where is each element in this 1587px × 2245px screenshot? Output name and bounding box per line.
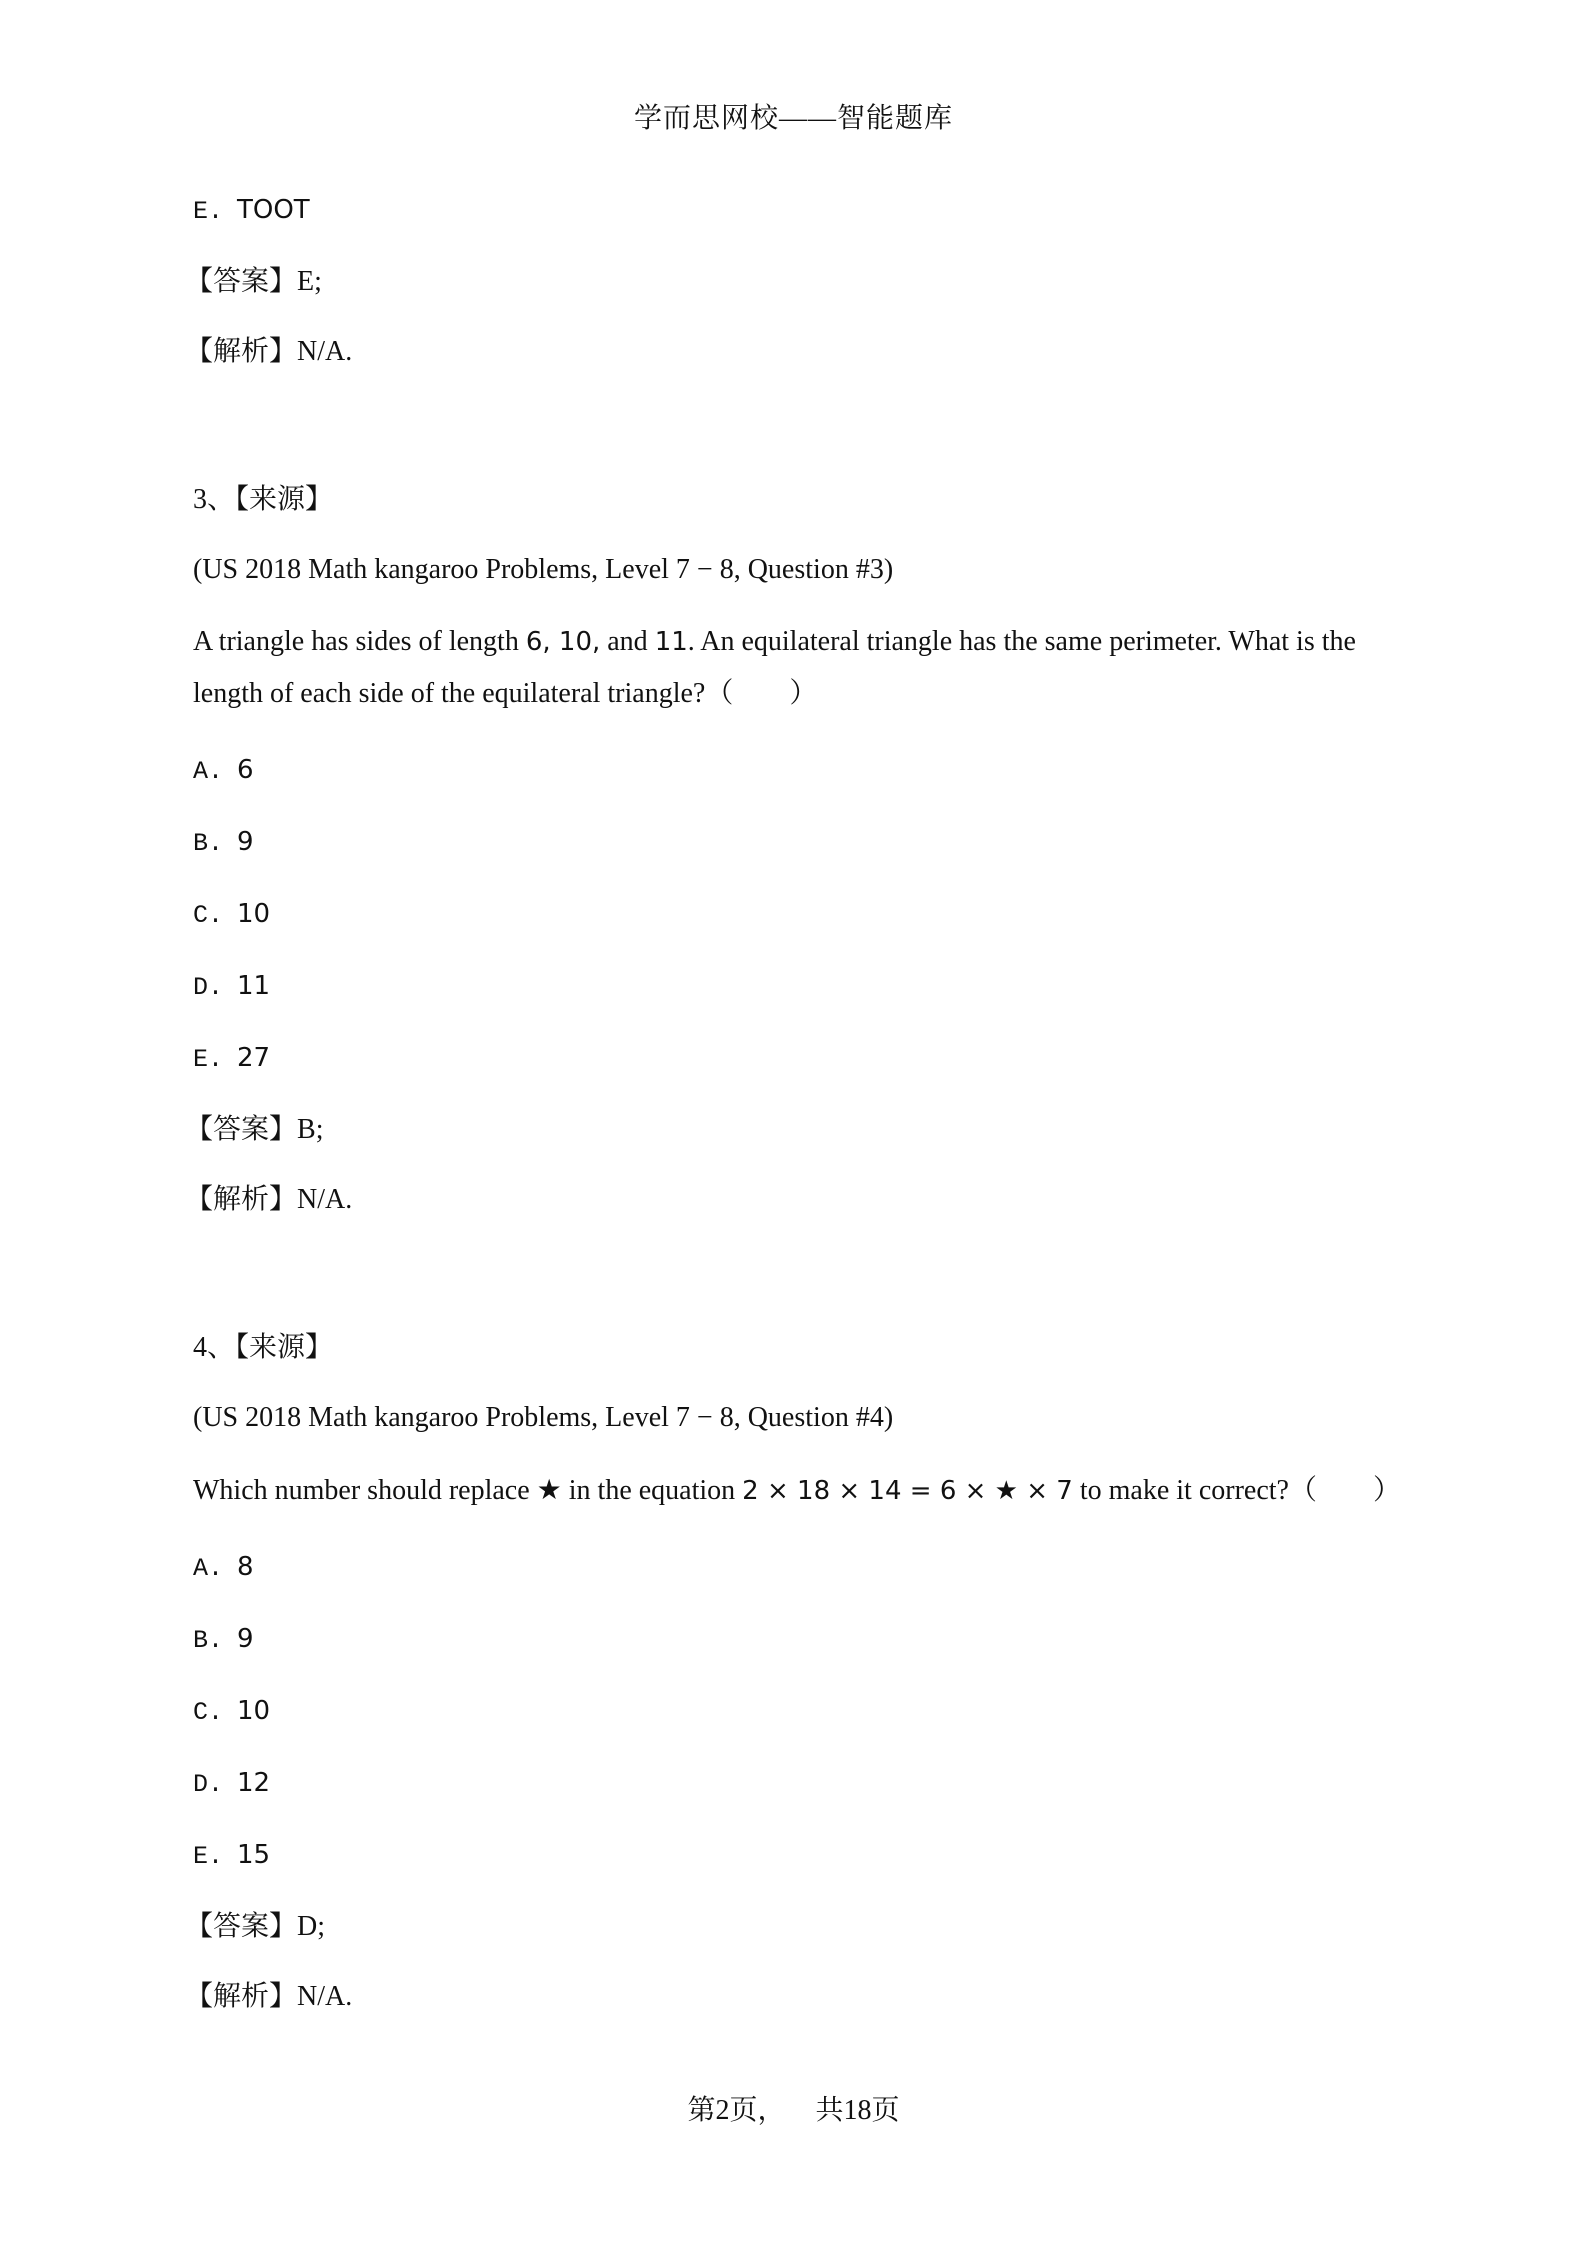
answer-value: D; xyxy=(297,1911,326,1942)
option-text: 10 xyxy=(237,1696,271,1726)
answer-value: E; xyxy=(297,266,322,297)
option-label: C. xyxy=(193,901,224,930)
option-a xyxy=(193,1547,1403,1589)
question-3-title: 3、【来源】 xyxy=(193,484,334,515)
option-text: 9 xyxy=(237,1624,254,1654)
option-b xyxy=(193,1619,1403,1661)
answer-line xyxy=(185,1110,1403,1150)
option-text: 10 xyxy=(237,899,271,929)
spacer xyxy=(193,1250,1403,1328)
analysis-tag: 【解析】 xyxy=(185,1981,298,2012)
stem-math: 6, 10, xyxy=(525,627,601,657)
option-e xyxy=(193,1038,1403,1080)
spacer xyxy=(193,402,1403,480)
option-text: 15 xyxy=(237,1840,271,1870)
option-text: 12 xyxy=(237,1768,271,1798)
stem-math: 2 × 18 × 14 = 6 × ★ × 7 xyxy=(742,1476,1073,1506)
page-header: 学而思网校——智能题库 xyxy=(633,103,953,134)
option-e xyxy=(193,1835,1403,1877)
option-label: A. xyxy=(193,757,224,786)
option-label: E. xyxy=(193,1842,224,1871)
answer-tag: 【答案】 xyxy=(185,1114,298,1145)
stem-text: and xyxy=(600,626,655,657)
option-e xyxy=(193,190,1403,232)
page-footer xyxy=(0,2088,1587,2128)
answer-value: B; xyxy=(297,1114,324,1145)
question-3-stem xyxy=(193,616,1403,720)
option-label: E. xyxy=(193,1045,224,1074)
stem-text: A triangle has sides of length xyxy=(193,626,526,657)
analysis-tag: 【解析】 xyxy=(185,336,298,367)
question-3-source: (US 2018 Math kangaroo Problems, Level 7 − 8, Question #3) xyxy=(193,554,894,585)
question-4-source: (US 2018 Math kangaroo Problems, Level 7 − 8, Question #4) xyxy=(193,1402,894,1433)
option-a xyxy=(193,750,1403,792)
question-4-stem xyxy=(193,1464,1403,1517)
analysis-line xyxy=(185,332,1403,372)
option-text: 9 xyxy=(237,827,254,857)
option-d xyxy=(193,966,1403,1008)
option-text: 8 xyxy=(237,1552,254,1582)
option-label: D. xyxy=(193,1770,224,1799)
option-b xyxy=(193,822,1403,864)
analysis-line xyxy=(185,1977,1403,2017)
option-text: TOOT xyxy=(237,195,310,225)
stem-text: to make it correct?（ ） xyxy=(1072,1475,1401,1506)
option-label: A. xyxy=(193,1554,224,1583)
stem-text: . An equilateral triangle has the same perimeter. What is the length of each side of the equilateral triangle?（ ） xyxy=(193,626,1356,709)
answer-line xyxy=(185,1907,1403,1947)
document-body xyxy=(185,190,1403,2047)
option-text: 27 xyxy=(237,1043,271,1073)
option-label: B. xyxy=(193,1626,224,1655)
page-total: 共18页 xyxy=(815,2095,900,2126)
analysis-value: N/A. xyxy=(297,1981,353,2012)
stem-math: 11 xyxy=(654,627,688,657)
analysis-value: N/A. xyxy=(297,1184,353,1215)
analysis-value: N/A. xyxy=(297,336,353,367)
option-label: D. xyxy=(193,973,224,1002)
option-text: 11 xyxy=(237,971,271,1001)
stem-text: Which number should replace xyxy=(193,1475,537,1506)
option-c xyxy=(193,1691,1403,1733)
option-label: C. xyxy=(193,1698,224,1727)
option-label: E. xyxy=(193,197,224,226)
analysis-tag: 【解析】 xyxy=(185,1184,298,1215)
option-text: 6 xyxy=(237,755,254,785)
page-number: 第2页， xyxy=(687,2095,786,2126)
option-d xyxy=(193,1763,1403,1805)
option-c xyxy=(193,894,1403,936)
option-label: B. xyxy=(193,829,224,858)
answer-tag: 【答案】 xyxy=(185,1911,298,1942)
answer-tag: 【答案】 xyxy=(185,266,298,297)
star-icon: ★ xyxy=(536,1473,562,1506)
analysis-line xyxy=(185,1180,1403,1220)
stem-text: in the equation xyxy=(561,1475,743,1506)
question-4-title: 4、【来源】 xyxy=(193,1332,334,1363)
answer-line xyxy=(185,262,1403,302)
